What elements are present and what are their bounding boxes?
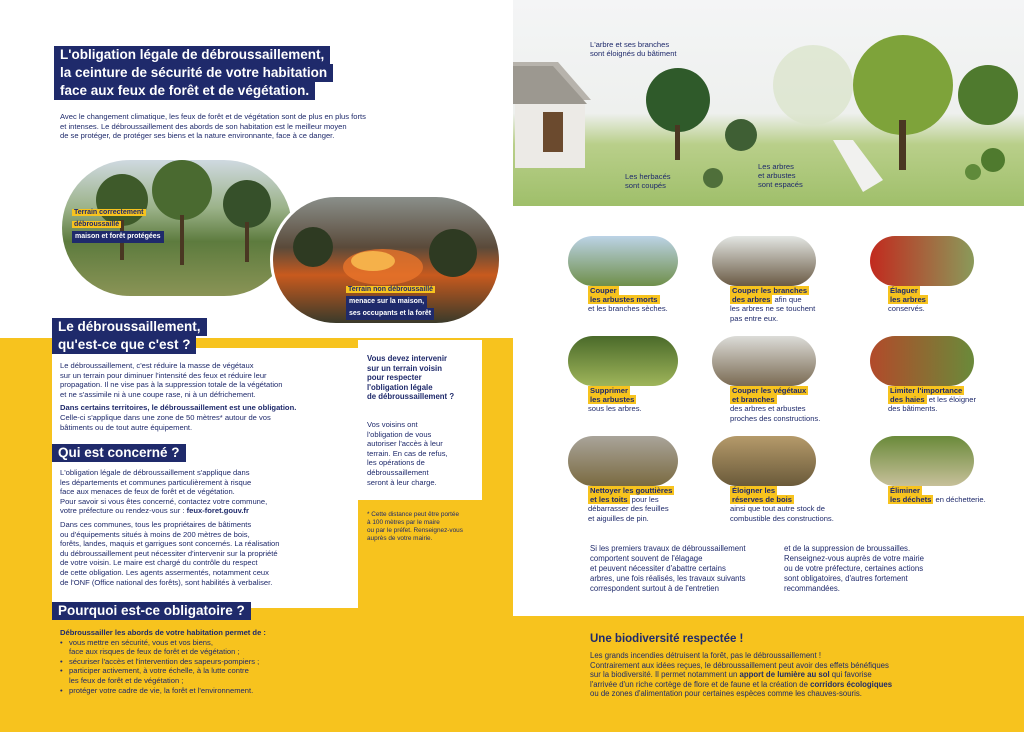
list-item: • protéger votre cadre de vie, la forêt et l'environnement. <box>60 686 360 696</box>
section-what-is-it-body: Le débroussaillement, c'est réduire la masse de végétaux sur un terrain pour diminuer l'intensité des feux et réduire leur propagation. Il ne vise pas à la suppression totale de la végétation et ne s'assimile ni à une coupe rase, ni à un défrichement. Dans certains territoires, le débroussaillement est une obligation. Celle-ci s'applique dans une zone de 50 mètres* autour de vos bâtiments ou de tout autre équipement. <box>60 361 297 432</box>
list-item: • vous mettre en sécurité, vous et vos biens, face aux risques de feux de forêt et de végétation ; <box>60 638 360 657</box>
green-waste-photo <box>870 436 974 486</box>
section-why-title: Pourquoi est-ce obligatoire ? <box>52 602 251 620</box>
list-item: • sécuriser l'accès et l'intervention des sapeurs-pompiers ; <box>60 657 360 667</box>
label-herbs-cut: Les herbacés sont coupés <box>625 172 671 191</box>
action-caption-8: Éloigner les réserves de bois ainsi que tout autre stock de combustible des constructions. <box>730 486 834 523</box>
action-caption-7: Nettoyer les gouttières et les toits pour les débarrasser des feuilles et aiguilles de pin. <box>588 486 673 523</box>
action-caption-3: Élaguer les arbres conservés. <box>888 286 926 314</box>
gutter-photo <box>568 436 678 486</box>
section-who-body: L'obligation légale de débroussaillement s'applique dans les départements et communes particulièrement à risque face aux menaces de feux de forêt et de végétation. Pour savoir si vous êtes concerné, contactez votre commune, votre préfecture ou rendez-vous sur : feux-foret.gouv.fr Dans ces communes, tous les propriétaires de bâtiments ou d'équipements situés à moins de 200 mètres de bois, forêts, landes, maquis et garrigues sont concernés. La réalisation du débroussaillement peut nécessiter d'intervenir sur la propriété de votre voisin. Le maire est chargé du contrôle du respect de cette obligation. Les agents assermentés, notamment ceux de l'ONF (Office national des forêts), sont habilités à verbaliser. <box>60 468 280 587</box>
firewood-photo <box>712 436 816 486</box>
hedge-photo <box>870 336 974 386</box>
photo-left-tags: Terrain correctement débroussaillé maison et forêt protégées <box>72 207 164 243</box>
action-caption-9: Éliminer les déchets en déchetterie. <box>890 486 986 505</box>
intro-text: Avec le changement climatique, les feux de forêt et de végétation sont de plus en plus forts et intenses. Le débroussaillement des abords de son habitation est le meilleur moyen de se protéger, de protéger ses biens et la nature environnante, face à ce danger. <box>60 112 366 141</box>
pruning-photo <box>712 336 816 386</box>
chainsaw-photo <box>870 236 974 286</box>
callout-question: Vous devez intervenir sur un terrain voisin pour respecter l'obligation légale de débroussaillement ? <box>367 354 455 402</box>
dead-shrubs-photo <box>568 236 678 286</box>
forest-floor-photo <box>568 336 678 386</box>
list-item: • participer activement, à votre échelle, à la lutte contre les feux de forêt et de végétation ; <box>60 666 360 685</box>
section-who-title: Qui est concerné ? <box>52 444 186 462</box>
section-what-is-it-title: Le débroussaillement, qu'est-ce que c'est ? <box>52 318 207 354</box>
house-door <box>543 112 563 152</box>
tree-branches-photo <box>712 236 816 286</box>
label-trees-spaced: Les arbres et arbustes sont espacés <box>758 162 803 190</box>
callout-answer: Vos voisins ont l'obligation de vous autoriser l'accès à leur terrain. En cas de refus, les opérations de débroussaillement seront à leur charge. <box>367 420 448 487</box>
action-caption-6: Limiter l'importance des haies et les éloigner des bâtiments. <box>888 386 977 414</box>
title-line-3: face aux feux de forêt et de végétation. <box>54 82 315 100</box>
biodiversity-title: Une biodiversité respectée ! <box>590 633 744 645</box>
section-why-body: Débroussailler les abords de votre habitation permet de : • vous mettre en sécurité, vous et vos biens, face aux risques de feux de forêt et de végétation ; • sécuriser l'accès et l'intervention des sapeurs-pompiers ; • participer activement, à votre échelle, à la lutte contre les feux de forêt et de végétation ; • protéger votre cadre de vie, la forêt et l'environnement. <box>60 628 360 695</box>
photo-right-tags: Terrain non débroussaillé menace sur la maison, ses occupants et la forêt <box>346 284 435 320</box>
bottom-note-col2: et de la suppression de broussailles. Renseignez-vous auprès de votre mairie ou de votre préfecture, certaines actions sont obligatoires, d'autres fortement recommandées. <box>784 544 924 593</box>
callout-footnote: * Cette distance peut être portée à 100 mètres par le maire ou par le préfet. Renseignez-vous auprès de votre mairie. <box>367 511 463 542</box>
why-list <box>60 638 360 696</box>
title-line-1: L'obligation légale de débroussaillement, <box>54 46 330 64</box>
label-tree-distance: L'arbre et ses branches sont éloignés du bâtiment <box>590 40 677 59</box>
action-caption-4: Supprimer les arbustes sous les arbres. <box>588 386 642 414</box>
page-title <box>54 46 333 100</box>
title-line-2: la ceinture de sécurité de votre habitation <box>54 64 333 82</box>
biodiversity-body: Les grands incendies détruisent la forêt, pas le débroussaillement ! Contrairement aux idées reçues, le débroussaillement peut avoir des effets bénéfiques sur la biodiversité. Il permet notamment un apport de lumière au sol qui favorise l'arrivée d'un riche cortège de flore et de faune et la création de corridors écologiques ou de zones d'alimentation pour certaines espèces comme les chauves-souris. <box>590 651 893 699</box>
bottom-note-col1: Si les premiers travaux de débroussaillement comportent souvent de l'élagage et peuvent nécessiter d'abattre certains arbres, une fois réalisés, les travaux suivants correspondent surtout à de l'entretien <box>590 544 746 593</box>
action-caption-2: Couper les branches des arbres afin que les arbres ne se touchent pas entre eux. <box>730 286 816 323</box>
action-caption-5: Couper les végétaux et branches des arbres et arbustes proches des constructions. <box>730 386 821 423</box>
action-caption-1: Couper les arbustes morts et les branches sèches. <box>588 286 668 314</box>
feux-foret-link[interactable]: feux-foret.gouv.fr <box>186 506 249 516</box>
